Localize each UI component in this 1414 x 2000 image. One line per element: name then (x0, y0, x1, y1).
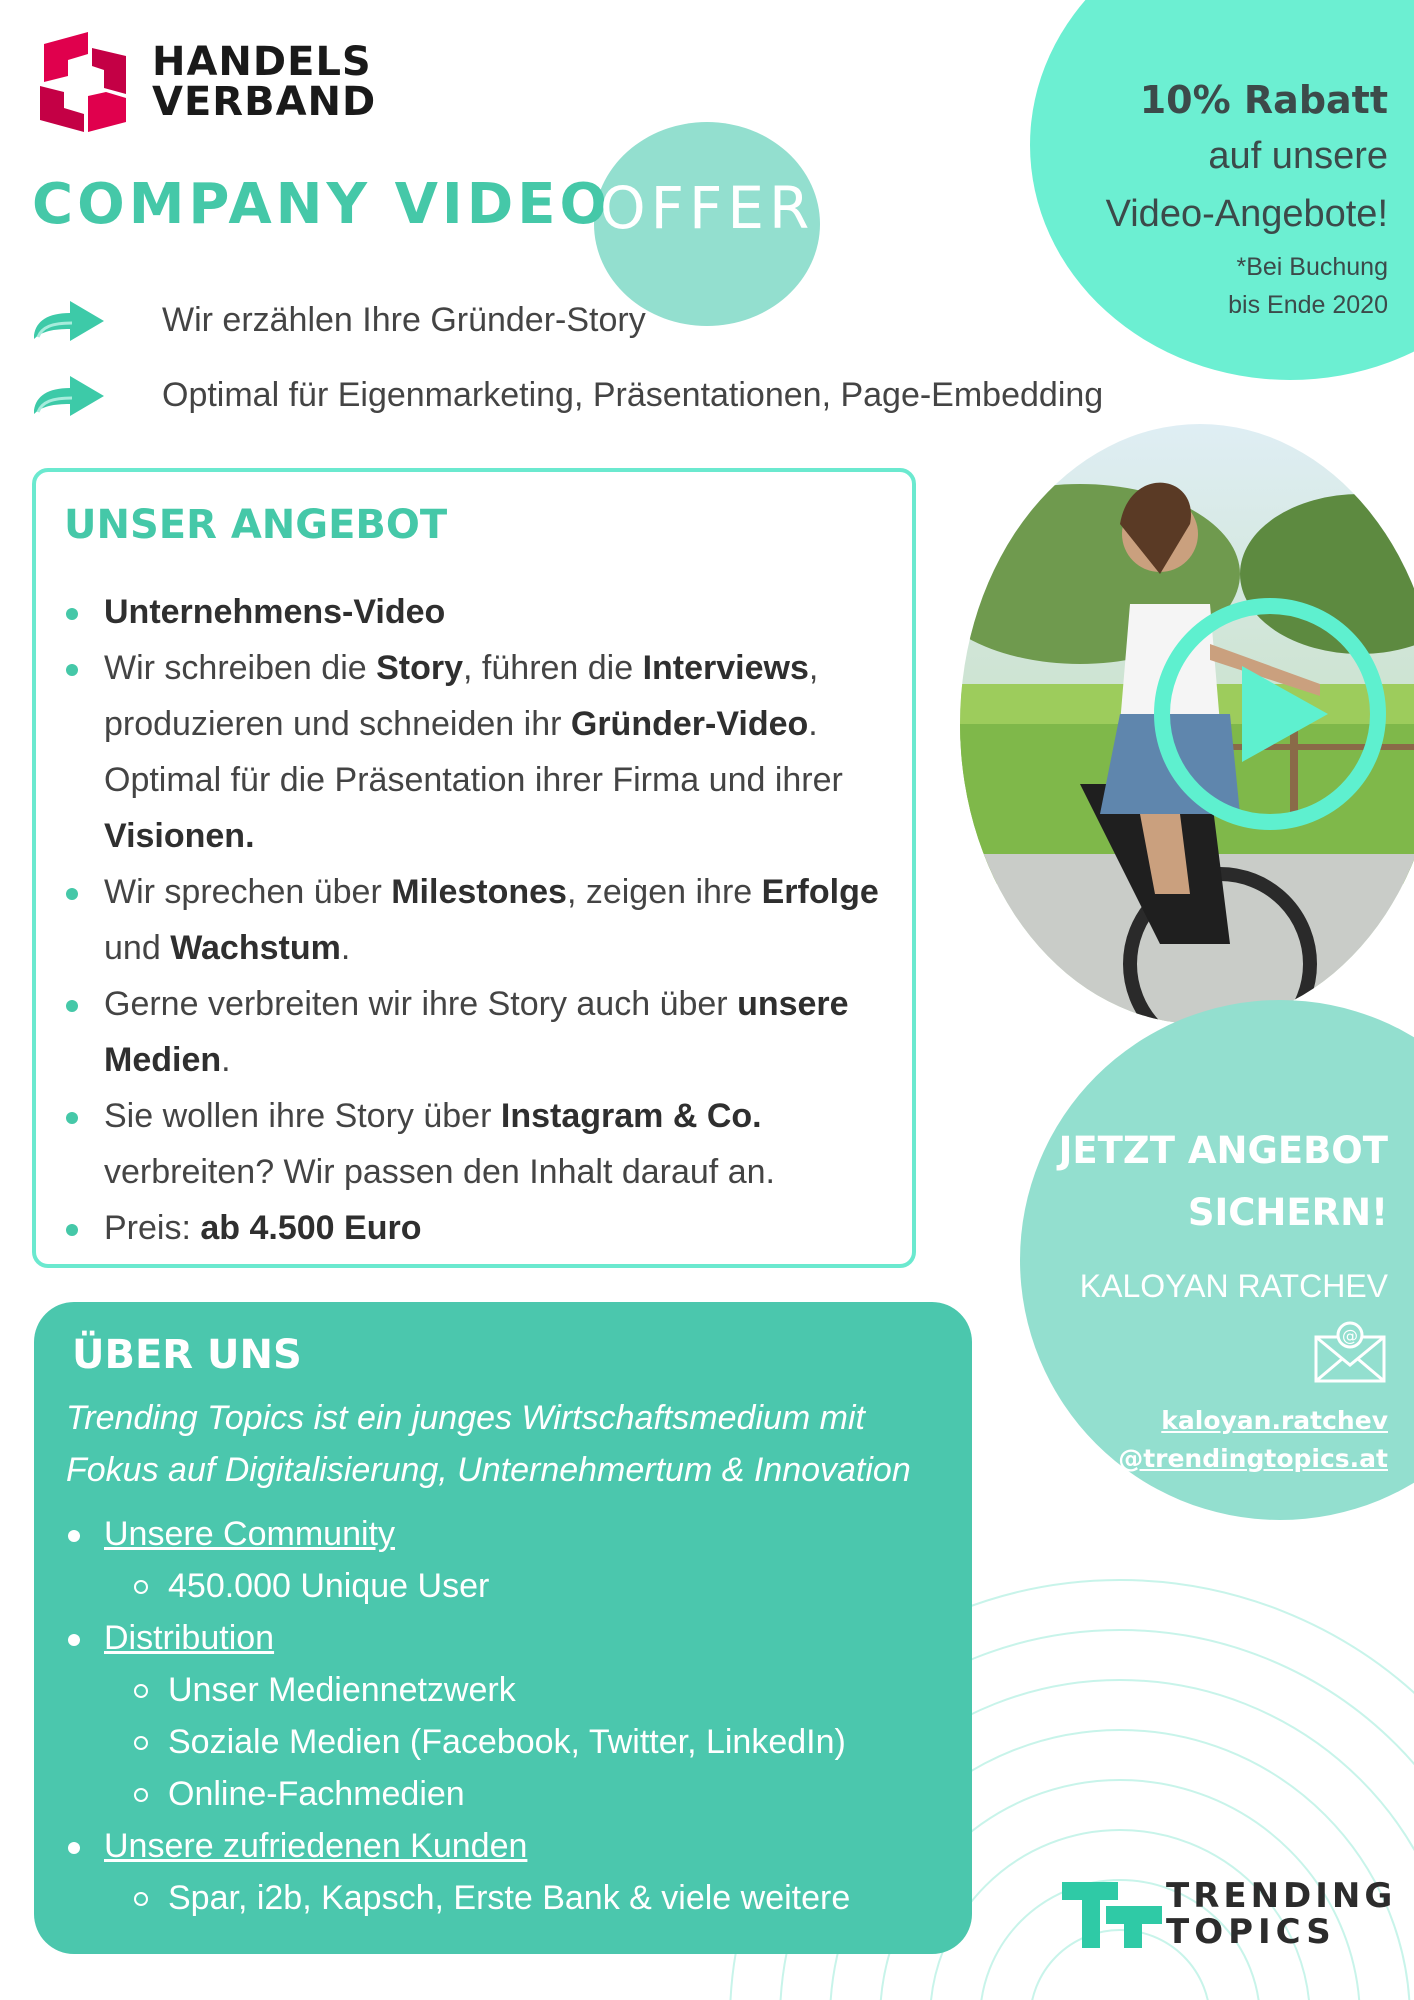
offer-item: Sie wollen ihre Story über Instagram & Co. verbreiten? Wir passen den Inhalt darauf an. (64, 1088, 892, 1200)
about-section-title[interactable]: Unsere zufriedenen Kunden (104, 1827, 528, 1865)
highlight-2 (30, 370, 1103, 420)
offer-box (32, 468, 916, 1268)
cta-block (1059, 1120, 1388, 1478)
tt-logo-line1: TRENDING (1166, 1876, 1397, 1916)
svg-text:@: @ (1342, 1326, 1358, 1345)
tt-logo-line2: TOPICS (1166, 1912, 1336, 1952)
handelsverband-logo-mark (30, 26, 136, 138)
about-list (64, 1508, 850, 1924)
trending-topics-logo-mark (1060, 1878, 1164, 1950)
about-subitem: Online-Fachmedien (104, 1768, 850, 1820)
highlight-text: Wir erzählen Ihre Gründer-Story (162, 300, 646, 339)
arrow-right-icon (30, 370, 108, 420)
mail-icon (1312, 1319, 1388, 1385)
contact-email[interactable] (1059, 1402, 1388, 1478)
play-icon[interactable] (1150, 594, 1390, 834)
about-section-title[interactable]: Unsere Community (104, 1515, 395, 1553)
about-section (64, 1508, 850, 1612)
about-subitem: Spar, i2b, Kapsch, Erste Bank & viele weitere (104, 1872, 850, 1924)
about-subitem: 450.000 Unique User (104, 1560, 850, 1612)
offer-item: Wir schreiben die Story, führen die Interviews, produzieren und schneiden ihr Gründer-Video. Optimal für die Präsentation ihrer Firma und ihrer Visionen. (64, 640, 892, 864)
offer-item: Wir sprechen über Milestones, zeigen ihre Erfolge und Wachstum. (64, 864, 892, 976)
about-section-title[interactable]: Distribution (104, 1619, 275, 1657)
promo-note2: bis Ende 2020 (1228, 291, 1388, 319)
arrow-right-icon (30, 295, 108, 345)
offer-item (64, 584, 892, 640)
contact-email-line1[interactable]: kaloyan.ratchev (1161, 1406, 1388, 1435)
promo-note (1106, 248, 1388, 324)
handelsverband-logo (30, 26, 376, 138)
contact-email-line2[interactable]: @trendingtopics.at (1118, 1444, 1388, 1473)
about-heading: ÜBER UNS (72, 1332, 302, 1378)
contact-name: KALOYAN RATCHEV (1079, 1268, 1388, 1304)
about-subitem: Soziale Medien (Facebook, Twitter, LinkedIn) (104, 1716, 850, 1768)
promo-headline: 10% Rabatt (1139, 78, 1388, 122)
highlight-1 (30, 295, 646, 345)
video-thumbnail[interactable] (960, 424, 1414, 1024)
promo-line2: auf unsere (1208, 135, 1388, 177)
offer-heading: UNSER ANGEBOT (64, 502, 448, 548)
about-panel (34, 1302, 972, 1954)
cta-heading-line1: JETZT ANGEBOT (1058, 1129, 1388, 1172)
logo-line2: VERBAND (152, 79, 377, 125)
offer-item-bold: Unternehmens-Video (104, 593, 446, 631)
page-title: COMPANY VIDEO (32, 172, 612, 237)
about-section (64, 1820, 850, 1924)
promo-note1: *Bei Buchung (1236, 253, 1388, 281)
highlight-text: Optimal für Eigenmarketing, Präsentationen, Page-Embedding (162, 375, 1104, 414)
trending-topics-logo (1060, 1878, 1396, 1950)
offer-badge-text: OFFER (600, 174, 815, 242)
offer-item: Preis: ab 4.500 Euro (64, 1200, 892, 1256)
promo-line3: Video-Angebote! (1105, 193, 1388, 235)
about-subitem: Unser Mediennetzwerk (104, 1664, 850, 1716)
about-section (64, 1612, 850, 1820)
about-intro: Trending Topics ist ein junges Wirtschaftsmedium mit Fokus auf Digitalisierung, Unternehmertum & Innovation (66, 1399, 911, 1489)
offer-item: Gerne verbreiten wir ihre Story auch über unsere Medien. (64, 976, 892, 1088)
logo-line1: HANDELS (152, 39, 372, 85)
promo-block (1106, 74, 1388, 324)
cta-heading-line2: SICHERN! (1187, 1191, 1388, 1234)
offer-list (64, 584, 892, 1256)
